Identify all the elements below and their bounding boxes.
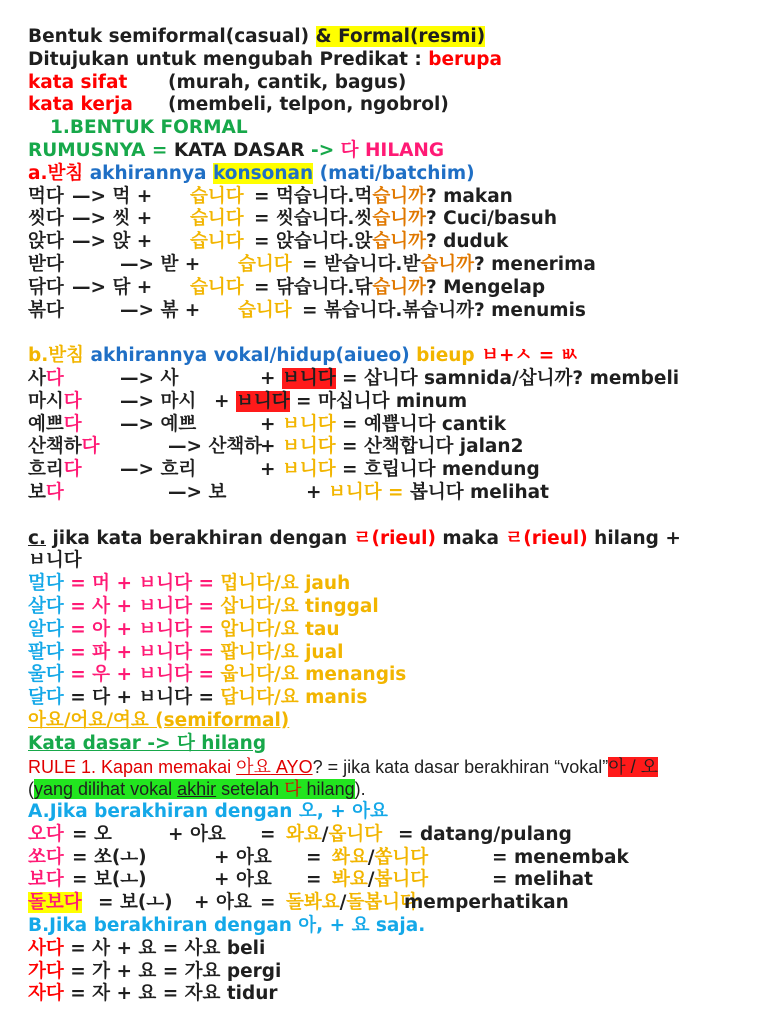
rule1-ayo-korean: 아요: [236, 756, 271, 777]
row-stem: 돌보다: [28, 892, 82, 914]
row-stem: 예쁘: [28, 413, 64, 435]
verb-examples: (membeli, telpon, ngobrol): [168, 94, 449, 116]
row-stem: 사: [28, 367, 46, 389]
row-plus: +: [260, 367, 282, 389]
semiformal-line: [28, 710, 758, 733]
row-sep: /: [367, 869, 375, 891]
row-plus: + 아요: [194, 892, 252, 914]
section-a-batchim: 받침: [47, 162, 90, 184]
row-eq: =: [260, 892, 276, 914]
section-b-title: [28, 345, 758, 368]
row-arrow: —> 닦 +: [72, 276, 153, 298]
row-result-formal: 돌봅니다: [346, 892, 418, 914]
row-ending: 습니다: [190, 185, 244, 207]
row-mid: = 아 + ㅂ니다 =: [63, 618, 221, 640]
row-meaning: ? menerima: [473, 253, 596, 275]
title-highlight: & Formal(resmi): [315, 26, 486, 47]
row-stem-da: 다: [45, 481, 64, 503]
row-stem: 가다: [28, 960, 64, 982]
row-stem: 오다: [28, 823, 64, 845]
row-stem: 울다: [28, 664, 64, 686]
table-row: [28, 642, 758, 665]
row-meaning: ? Cuci/basuh: [425, 208, 558, 230]
row-arrow: —> 앉 +: [72, 231, 153, 253]
row-result: = 먹습니다.먹: [254, 185, 373, 207]
rule1-note-da: 다: [284, 779, 302, 800]
row-mid: = 파 + ㅂ니다 =: [63, 641, 221, 663]
row-ending: ㅂ니다: [281, 459, 336, 481]
row-result: 웁니다/요 menangis: [220, 664, 407, 686]
row-result: = 자요 tidur: [156, 983, 278, 1005]
row-stem-da: 다: [63, 459, 82, 481]
rule1-note-open: (: [28, 779, 34, 800]
row-stem: 마시: [28, 390, 64, 412]
row-result: = 닦습니다.닦: [254, 276, 373, 298]
row-eq: =: [306, 846, 322, 868]
table-row: [28, 414, 758, 437]
section-a-title: [28, 163, 758, 186]
verb-label: kata kerja: [28, 94, 133, 116]
table-row: [28, 391, 758, 414]
row-arrow: —> 보: [168, 481, 227, 503]
row-stem: 산책하: [28, 436, 82, 458]
table-row: [28, 619, 758, 642]
row-stem: 멀다: [28, 573, 64, 595]
row-base: = 보(ㅗ): [72, 869, 147, 891]
row-stem: 살다: [28, 595, 64, 617]
section-b-desc: akhirannya vokal/hidup(aiueo): [90, 345, 417, 367]
section-b-letter: b.: [28, 345, 49, 367]
row-meaning: = datang/pulang: [398, 823, 572, 845]
row-arrow: —> 먹 +: [72, 185, 153, 207]
row-stem: 앉다: [28, 231, 64, 253]
row-stem-da: 다: [63, 390, 82, 412]
rule1-label: RULE 1. Kapan memakai: [28, 756, 237, 777]
table-row: [28, 687, 758, 710]
table-row: [28, 186, 758, 209]
table-row: [28, 459, 758, 482]
section-c-text: jika kata berakhiran dengan: [46, 527, 354, 549]
document: [28, 26, 758, 1006]
row-meaning: = melihat: [492, 869, 593, 891]
row-plus: +: [214, 390, 236, 412]
formula-result: 다 HILANG: [340, 139, 445, 161]
row-ending: 습니다: [238, 299, 292, 321]
row-eq: =: [335, 367, 364, 389]
row-ending: ㅂ니다 =: [327, 481, 410, 503]
row-result: = 씻습니다.씻: [254, 208, 373, 230]
row-ending: ㅂ니다: [281, 436, 336, 458]
row-result: 산책합니다 jalan2: [363, 436, 524, 458]
row-sep: /: [367, 846, 375, 868]
row-question: 습니까: [372, 208, 426, 230]
row-result-informal: 봐요: [332, 869, 368, 891]
section-b-bieup: bieup: [416, 345, 482, 367]
table-row: [28, 847, 758, 870]
row-ending: 습니다: [238, 253, 292, 275]
adjective-label: kata sifat: [28, 71, 128, 93]
row-result: 마십니다 minum: [317, 390, 468, 412]
row-arrow: —> 볶 +: [120, 299, 201, 321]
section-b-formula: ㅂ+ㅅ = ㅄ: [481, 345, 579, 367]
row-arrow: —> 씻 +: [72, 208, 153, 230]
adjective-examples: (murah, cantik, bagus): [168, 71, 407, 93]
row-arrow: —> 산책하: [168, 436, 263, 458]
table-row: [28, 938, 758, 961]
row-plus: + 아요: [168, 823, 226, 845]
row-stem-da: 다: [81, 436, 100, 458]
table-row: [28, 892, 758, 915]
row-plus: +: [260, 413, 282, 435]
row-meaning: ? makan: [425, 185, 513, 207]
row-result-formal: 쏩니다: [374, 846, 429, 868]
row-mid: = 자 + 요: [63, 983, 157, 1005]
row-result: = 받습니다.받: [302, 253, 421, 275]
row-result: 삽니다/요 tinggal: [220, 595, 379, 617]
section-A-title: [28, 801, 758, 824]
row-stem: 자다: [28, 983, 64, 1005]
table-row: [28, 368, 758, 391]
table-row: [28, 961, 758, 984]
row-stem: 씻다: [28, 208, 64, 230]
section-B-title-text: B.Jika berakhiran dengan 아, + 요 saja.: [28, 915, 426, 937]
section-c-rieul: ㄹ(rieul): [353, 527, 436, 549]
row-arrow: —> 사: [120, 367, 179, 389]
table-row: [28, 869, 758, 892]
adjective-line: [28, 72, 758, 95]
row-meaning: ? duduk: [425, 231, 509, 253]
row-result: 흐립니다 mendung: [363, 459, 540, 481]
table-row: [28, 254, 758, 277]
row-result: 멉니다/요 jauh: [220, 573, 351, 595]
rule1-text: ? = jika kata dasar berakhiran “vokal”: [312, 756, 609, 777]
row-result: 답니다/요 manis: [220, 687, 368, 709]
section-b-batchim: 받침: [48, 345, 91, 367]
row-meaning: = menembak: [492, 846, 629, 868]
rule0-text: Kata dasar -> 다 hilang: [28, 732, 267, 754]
section-a-desc2: (mati/batchim): [313, 162, 475, 184]
rule1-note-akhir: akhir: [177, 779, 217, 800]
row-plus: +: [306, 481, 328, 503]
row-result: 봅니다 melihat: [409, 481, 550, 503]
rule1-ayo: AYO: [270, 756, 313, 777]
row-sep: /: [339, 892, 347, 914]
section-c-ending: ㅂ니다: [28, 550, 82, 572]
row-plus: + 아요: [214, 869, 272, 891]
row-result: = 볶습니다.볶습니까: [302, 299, 474, 321]
formal-heading: [28, 117, 758, 140]
row-stem: 먹다: [28, 185, 64, 207]
row-mid: = 다 + ㅂ니다 =: [63, 687, 221, 709]
row-result-formal: 봅니다: [374, 869, 429, 891]
title-line: [28, 26, 758, 49]
row-stem: 쏘다: [28, 846, 64, 868]
row-ending: ㅂ니다: [235, 390, 290, 412]
table-row: [28, 824, 758, 847]
formula-label: RUMUSNYA =: [28, 139, 174, 161]
row-question: 습니까: [420, 253, 474, 275]
row-eq: =: [260, 823, 276, 845]
row-result: 예쁩니다 cantik: [363, 413, 507, 435]
section-c-maka: maka: [435, 527, 506, 549]
table-row: [28, 596, 758, 619]
purpose-line: [28, 49, 758, 72]
row-base: = 보(ㅗ): [98, 892, 173, 914]
purpose-red: berupa: [428, 48, 503, 70]
section-a-desc: akhirannya: [89, 162, 213, 184]
row-eq: =: [335, 436, 364, 458]
rule1-note-c: hilang: [301, 779, 355, 800]
row-stem: 팔다: [28, 641, 64, 663]
row-result: 팝니다/요 jual: [220, 641, 344, 663]
rule1-line: [28, 756, 758, 779]
row-mid: = 머 + ㅂ니다 =: [63, 573, 221, 595]
section-c-title: [28, 528, 758, 551]
row-ending: ㅂ니다: [281, 413, 336, 435]
section-c-hilang: hilang +: [587, 527, 681, 549]
row-stem: 받다: [28, 253, 64, 275]
rule1-note-close: ).: [354, 779, 366, 800]
section-c-letter: c.: [28, 527, 46, 549]
row-mid: = 가 + 요: [63, 960, 157, 982]
row-mid: = 사 + ㅂ니다 =: [63, 595, 221, 617]
title-text: Bentuk semiformal(casual): [28, 26, 316, 47]
row-arrow: —> 예쁘: [120, 413, 197, 435]
table-row: [28, 300, 758, 323]
row-stem: 흐리: [28, 459, 64, 481]
row-eq: =: [335, 413, 364, 435]
row-plus: + 아요: [214, 846, 272, 868]
table-row: [28, 482, 758, 505]
table-row: [28, 664, 758, 687]
table-row: [28, 983, 758, 1006]
row-arrow: —> 마시: [120, 390, 197, 412]
purpose-text: Ditujukan untuk mengubah Predikat :: [28, 48, 429, 70]
row-meaning: memperhatikan: [404, 892, 569, 914]
row-question: 습니까: [372, 276, 426, 298]
row-stem: 사다: [28, 937, 64, 959]
row-ending: ㅂ니다: [281, 367, 336, 389]
row-plus: +: [260, 459, 282, 481]
row-result-informal: 와요: [286, 823, 322, 845]
table-row: [28, 231, 758, 254]
row-stem: 보: [28, 481, 46, 503]
row-stem: 닦다: [28, 276, 64, 298]
row-arrow: —> 받 +: [120, 253, 201, 275]
section-c-title-cont: [28, 550, 758, 573]
row-meaning: ? Mengelap: [425, 276, 546, 298]
row-result: = 가요 pergi: [156, 960, 282, 982]
formal-heading-text: 1.BENTUK FORMAL: [50, 117, 248, 139]
row-mid: = 사 + 요: [63, 937, 157, 959]
row-stem-da: 다: [45, 367, 64, 389]
row-sep: /: [321, 823, 329, 845]
formula-base: KATA DASAR: [173, 139, 312, 161]
row-eq: =: [335, 459, 364, 481]
row-stem: 알다: [28, 618, 64, 640]
rule1-note-line: [28, 778, 758, 801]
row-result: = 앉습니다.앉: [254, 231, 373, 253]
table-row: [28, 208, 758, 231]
table-row: [28, 277, 758, 300]
formula-line: [28, 140, 758, 163]
row-eq: =: [306, 869, 322, 891]
row-eq: =: [289, 390, 318, 412]
row-result: 압니다/요 tau: [220, 618, 340, 640]
row-result-informal: 돌봐요: [286, 892, 340, 914]
row-ending: 습니다: [190, 208, 244, 230]
row-ending: 습니다: [190, 276, 244, 298]
section-B-title: [28, 915, 758, 938]
row-question: 습니까: [372, 231, 426, 253]
formula-arrow: ->: [311, 139, 341, 161]
row-plus: +: [260, 436, 282, 458]
verb-line: [28, 94, 758, 117]
row-mid: = 우 + ㅂ니다 =: [63, 664, 221, 686]
row-question: 습니까: [372, 185, 426, 207]
table-row: [28, 573, 758, 596]
semiformal-text: 아요/어요/여요 (semiformal): [28, 709, 290, 731]
section-c-rieul2: ㄹ(rieul): [505, 527, 588, 549]
row-result: 삽니다 samnida/삽니까? membeli: [363, 367, 680, 389]
row-stem: 보다: [28, 869, 64, 891]
row-result: = 사요 beli: [156, 937, 266, 959]
table-row: [28, 436, 758, 459]
rule1-note-a: yang dilihat vokal: [34, 779, 178, 800]
row-base: = 쏘(ㅗ): [72, 846, 147, 868]
rule0-line: [28, 733, 758, 756]
row-base: = 오: [72, 823, 112, 845]
row-arrow: —> 흐리: [120, 459, 197, 481]
section-a-letter: a.: [28, 162, 48, 184]
rule1-note-b: setelah: [216, 779, 285, 800]
row-ending: 습니다: [190, 231, 244, 253]
section-a-highlight: konsonan: [212, 162, 314, 184]
rule1-note-highlight: [34, 779, 355, 799]
row-stem-da: 다: [63, 413, 82, 435]
section-A-title-text: A.Jika berakhiran dengan 오, + 아요: [28, 801, 388, 823]
row-result-formal: 옵니다: [328, 823, 383, 845]
rule1-vowels: 아 / 오: [608, 756, 659, 777]
row-stem: 달다: [28, 687, 64, 709]
row-result-informal: 쏴요: [332, 846, 368, 868]
row-stem: 볶다: [28, 299, 64, 321]
row-meaning: ? menumis: [473, 299, 586, 321]
